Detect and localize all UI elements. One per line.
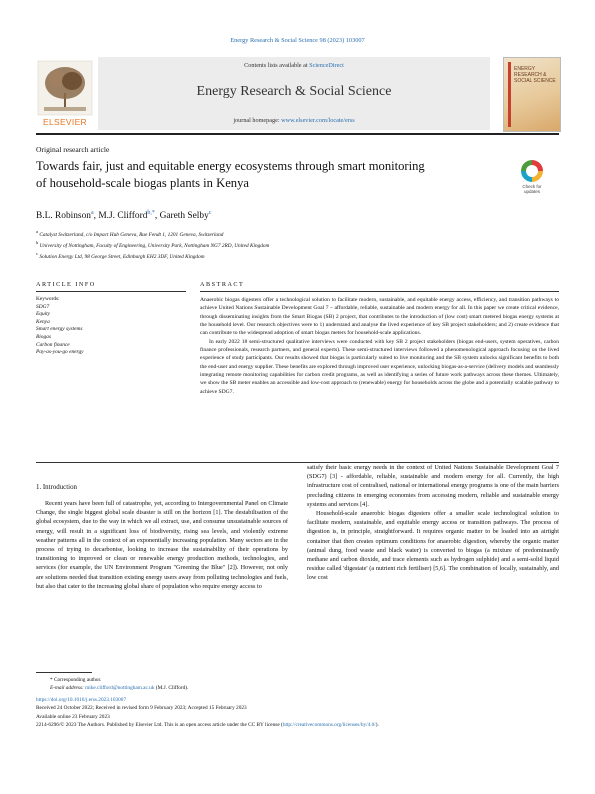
masthead-divider <box>36 133 559 135</box>
article-info-divider <box>36 291 186 292</box>
body-column-left <box>36 499 288 591</box>
corresponding-author-note: * Corresponding author. <box>50 677 102 683</box>
doi-link[interactable]: https://doi.org/10.1016/j.erss.2023.103007 <box>36 697 127 703</box>
journal-reference[interactable]: Energy Research & Social Science 98 (2023) 103007 <box>230 37 365 44</box>
crossmark-icon <box>521 160 543 182</box>
email-line: E-mail address: mike.clifford@nottingham.ac.uk (M.J. Clifford). <box>50 685 189 692</box>
journal-masthead <box>36 57 559 130</box>
homepage-prefix: journal homepage: <box>233 117 282 124</box>
keyword-item: Equity <box>36 311 51 318</box>
journal-cover-image <box>503 57 561 132</box>
keyword-item: Carbon finance <box>36 341 70 348</box>
journal-homepage-link[interactable]: www.elsevier.com/locate/erss <box>281 117 355 124</box>
cover-title: ENERGY RESEARCH & SOCIAL SCIENCE <box>514 66 556 84</box>
section-heading-introduction: 1. Introduction <box>36 484 77 491</box>
keywords-list <box>36 296 186 357</box>
keyword-item: Kenya <box>36 318 50 325</box>
body-paragraph: Recent years have been full of catastrophe, yet, according to Intergovernmental Panel on Climate Change, the single biggest global scale disaster is still on the horizon [1]. The destabilisation of the global ecosystem, due to the way in which we all extract, use, and consume unsustainable sources of energy, will result in a significant loss of biodiversity, rising sea levels, and violently extreme weather patterns all in the context of an exponentially increasing population. Many sectors are in the process of trying to decarbonise, looking to increase the sustainability of their operations by transitioning to improved or clean or renewable energy production methods, technologies, and services (for example, the UN Environment Program "Greening the Blue" [2]). However, not only are solutions needed that transition existing energy users away from polluting technologies and fuels, but also that cater to the increasing global share of population who require energy access to <box>36 500 288 590</box>
article-metadata-footer <box>36 696 559 730</box>
affiliation-item: $^b$ University of Nottingham, Faculty of Engineering, University Park, Nottingham NG7 2RD, United Kingdom <box>36 240 270 249</box>
contents-line <box>98 62 490 69</box>
abstract-paragraph: Anaerobic biogas digesters offer a technological solution to facilitate modern, sustainable, and equitable energy access, efficiency, and transition pathways to achieve United Nations Sustainable Development Goal 7 – affordable, reliable, sustainable and modern energy for all. In this paper we create critical evidence, through disseminating insights from the Smart Biogas (SB) 2 project, that contributes to the introduction of (low cost) smart metered biogas energy systems at the household level. Our research objectives were to 1) understand and analyse the lived experience of key SB project stakeholders; and 2) create evidence that can contribute to the widespread adoption of smart biogas meters for household-scale applications. <box>200 297 559 337</box>
keyword-item: Pay-as-you-go energy <box>36 349 84 356</box>
affiliation-list <box>36 228 536 262</box>
check-for-updates-label: Check for updates <box>522 184 542 194</box>
license-line: 2214-6296/© 2023 The Authors. Published by Elsevier Ltd. This is an open access article under the CC BY license (http://creativecommons.org/licenses/by/4.0/). <box>36 722 379 729</box>
check-for-updates-button[interactable] <box>516 160 548 198</box>
journal-title: Energy Research & Social Science <box>196 84 392 99</box>
author-name[interactable]: Gareth Selby <box>159 211 209 222</box>
article-title: Towards fair, just and equitable energy ecosystems through smart monitoring of household-scale biogas plants in Kenya <box>36 159 425 190</box>
author-affiliation-marker[interactable]: a <box>90 210 94 216</box>
author-affiliation-marker[interactable]: b,* <box>147 210 155 216</box>
body-paragraph: satisfy their basic energy needs in the context of United Nations Sustainable Development Goal 7 (SDG7) [3] - affordable, reliable, sustainable and modern energy for all. Currently, the high infrastructure cost of centralised, national or international energy programs is one of the main barriers precluding citizens in emerging economies from accessing modern, reliable and sustainable energy systems and services [4]. <box>307 464 559 508</box>
keywords-label: Keywords: <box>36 296 60 302</box>
article-info-heading: ARTICLE INFO <box>36 281 96 288</box>
abstract-heading: ABSTRACT <box>200 281 245 288</box>
affiliation-item: $^a$ Catalyst Switzerland, c/o Impact Hub Geneva, Rue Fendt 1, 1201 Geneva, Switzerland <box>36 229 224 238</box>
email-link[interactable]: mike.clifford@nottingham.ac.uk <box>85 685 155 692</box>
keyword-item: Biogas <box>36 333 51 340</box>
body-column-right <box>307 463 559 582</box>
available-online-date: Available online 23 February 2023 <box>36 713 110 720</box>
author-name[interactable]: M.J. Clifford <box>98 211 148 222</box>
received-dates: Received 24 October 2022; Received in revised form 9 February 2023; Accepted 15 February 2023 <box>36 705 247 712</box>
keyword-item: Smart energy systems <box>36 326 83 333</box>
corresponding-author-footnote <box>50 676 550 693</box>
abstract-divider <box>200 291 559 292</box>
abstract-paragraph: In early 2022 18 semi-structured qualitative interviews were conducted with key SB 2 project stakeholders (biogas end-users, system operatives, carbon finance professionals, research partners, and general experts). These semi-structured interviews followed a phenomenological approach focusing on the lived experience of study participants. Our results showed that biogas is particularly suited to live monitoring and the SB system unlocks significant benefits to both the end-user and energy supplier. These benefits are explored through improved user experience, unlocking biogas-as-a-service (delivery models and seamlessly integrating remote monitoring capabilities for carbon credit programs, as well as identifying a series of future work pathways across these themes. Ultimately, we show the SB meter enables an accessible and low-cost approach to (renewable) energy for households across the globe and a potentially scalable pathway to achieve SDG7. <box>200 338 559 395</box>
sciencedirect-link[interactable]: ScienceDirect <box>309 62 344 69</box>
publisher-name: ELSEVIER <box>43 117 87 127</box>
homepage-line <box>98 117 490 124</box>
cover-accent-bar <box>508 62 511 127</box>
contents-prefix: Contents lists available at <box>244 62 310 69</box>
affiliation-item: $^c$ Solution Energy Ltd, 98 George Street, Edinburgh EH2 3DF, United Kingdom <box>36 251 205 261</box>
author-name[interactable]: B.L. Robinson <box>36 211 91 222</box>
author-list: B.L. Robinson$^a$, M.J. Clifford$^{b,*}$, Gareth Selby$^c$ <box>36 210 212 222</box>
masthead-banner <box>98 57 490 130</box>
keyword-item: SDG7 <box>36 303 50 310</box>
body-paragraph: Household-scale anaerobic biogas digesters offer a smaller scale technological solution to facilitate modern, sustainable, and equitable energy access or transition pathways. The process of digestion is, in principle, straightforward. It requires organic matter to be loaded into an airtight container that then creates optimum conditions for anaerobic digestion, whereby the organic matter (animal dung, food waste and black water) is converted to biogas (a mixture of predominantly methane and carbon dioxide, and trace elements such as hydrogen sulphide) and a semi-solid liquid residue called 'digestate' (a nutrient rich fertiliser) [5,6]. The combination of locally, sustainably, and low cost <box>307 509 559 582</box>
author-affiliation-marker[interactable]: c <box>208 210 212 216</box>
article-type: Original research article <box>36 145 110 154</box>
abstract-body <box>200 296 559 396</box>
footnote-divider <box>36 672 92 673</box>
license-link[interactable]: http://creativecommons.org/licenses/by/4.0/ <box>282 722 376 729</box>
